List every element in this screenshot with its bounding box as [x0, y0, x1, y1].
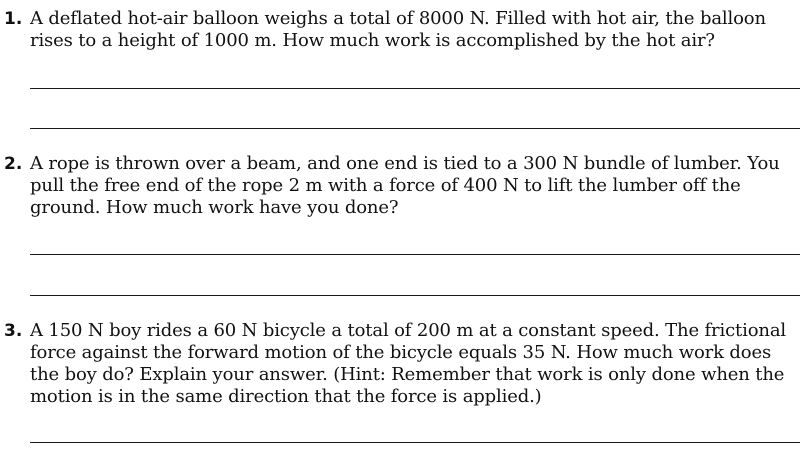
answer-line[interactable] — [30, 295, 800, 296]
question-text: A 150 N boy rides a 60 N bicycle a total of 200 m at a constant speed. The frictional force against the forward motion of the bicycle equals 35 N. How much work does the boy do? Explain your answer. (Hint: Remember that work is only done when the motion is in the same direction that the force is applied.) — [30, 320, 787, 407]
question-text: A deflated hot-air balloon weighs a total of 8000 N. Filled with hot air, the balloon rises to a height of 1000 m. How much work is accomplished by the hot air? — [30, 8, 766, 51]
question-number: 3. — [4, 321, 23, 341]
question-number: 2. — [4, 154, 23, 174]
answer-line[interactable] — [30, 88, 800, 89]
answer-line[interactable] — [30, 442, 800, 443]
question-number: 1. — [4, 9, 23, 29]
answer-line[interactable] — [30, 254, 800, 255]
question-text: A rope is thrown over a beam, and one end is tied to a 300 N bundle of lumber. You pull the free end of the rope 2 m with a force of 400 N to lift the lumber off the ground. How much work have you done? — [30, 153, 780, 218]
answer-line[interactable] — [30, 128, 800, 129]
